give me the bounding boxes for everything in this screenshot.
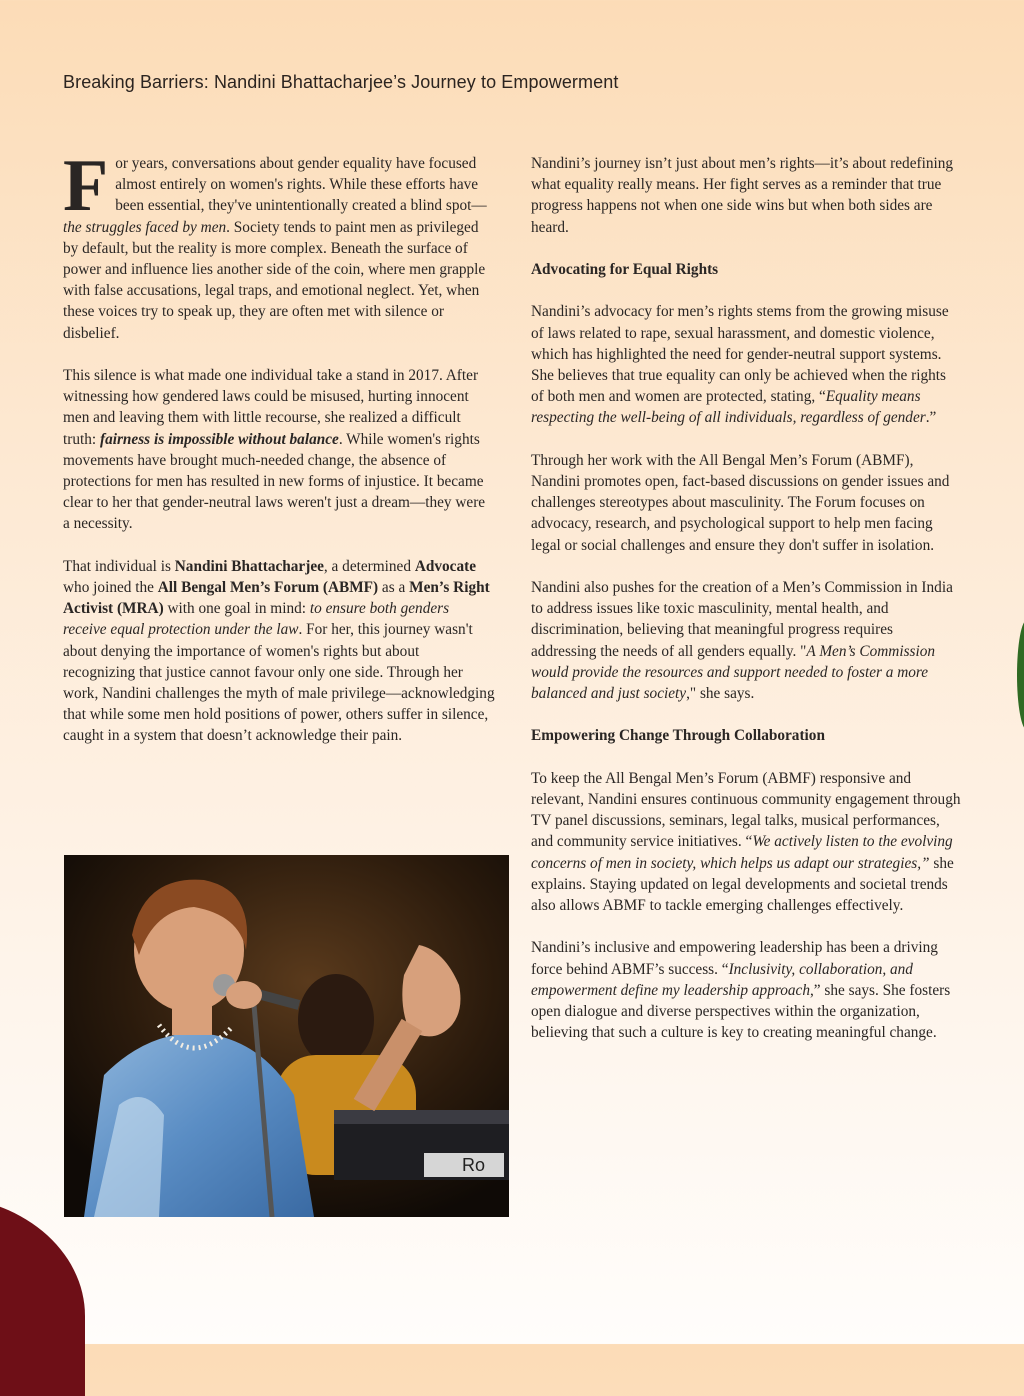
advocacy-paragraph: Nandini’s advocacy for men’s rights stems from the growing misuse of laws related to rape, sexual harassment, and domestic violence, which has highlighted the need for gender-neutral support systems. She believes that true equality can only be achieved when the rights of both men and women are protected, stating, “Equality means respecting the well-being of all individuals, regardless of gender.”	[531, 303, 949, 427]
leadership-paragraph: Nandini’s inclusive and empowering leadership has been a driving force behind ABMF’s success. “Inclusivity, collaboration, and empowerment define my leadership approach,” she says. She fosters open dialogue and diverse perspectives within the organization, believing that such a culture is key to creating meaningful change.	[531, 939, 951, 1042]
drop-cap: F	[63, 145, 109, 227]
section-heading-advocating: Advocating for Equal Rights	[531, 261, 719, 278]
commission-paragraph: Nandini also pushes for the creation of a Men’s Commission in India to address issues like toxic masculinity, mental health, and discrimination, believing that meaningful progress requires addressing the needs of all genders equally. "A Men’s Commission would provide the resources and support needed to foster a more balanced and just society," she says.	[531, 579, 953, 703]
left-column	[63, 145, 495, 768]
performance-photo	[64, 855, 509, 1217]
keyboard-brand: Ro	[462, 1155, 486, 1175]
right-column	[531, 153, 961, 1065]
journey-paragraph: Nandini’s journey isn’t just about men’s rights—it’s about redefining what equality really means. Her fight serves as a reminder that true progress happens not when one side wins but when both sides are heard.	[531, 155, 954, 236]
forum-paragraph: Through her work with the All Bengal Men’s Forum (ABMF), Nandini promotes open, fact-based discussions on gender issues and challenges stereotypes about masculinity. The Forum focuses on advocacy, research, and psychological support to help men facing legal or social challenges and ensure they don't suffer in isolation.	[531, 451, 950, 554]
engagement-paragraph: To keep the All Bengal Men’s Forum (ABMF) responsive and relevant, Nandini ensures continuous community engagement through TV panel discussions, seminars, legal talks, musical performances, and community service initiatives. “We actively listen to the evolving concerns of men in society, which helps us adapt our strategies,” she explains. Staying updated on legal developments and societal trends also allows ABMF to tackle emerging challenges effectively.	[531, 769, 961, 915]
running-title: Breaking Barriers: Nandini Bhattacharjee’s Journey to Empowerment	[63, 72, 619, 92]
section-heading-collaboration: Empowering Change Through Collaboration	[531, 727, 825, 745]
intro-paragraph: For years, conversations about gender equality have focused almost entirely on women's rights. While these efforts have been essential, they've unintentionally created a blind spot—the struggles faced by men. Society tends to paint men as privileged by default, but the reality is more complex. Beneath the surface of power and influence lies another side of the coin, where men grapple with false accusations, legal traps, and emotional neglect. Yet, when these voices try to speak up, they are often met with silence or disbelief.	[63, 145, 487, 342]
decorative-leaf	[1017, 620, 1024, 730]
silence-paragraph: This silence is what made one individual take a stand in 2017. After witnessing how gendered laws could be misused, hurting innocent men and leaving them with little recourse, she realized a difficult truth: fairness is impossible without balance. While women's rights movements have brought much-needed change, the absence of protections for men has resulted in new forms of injustice. It became clear to her that gender-neutral laws weren't just a dream—they were a necessity.	[63, 367, 486, 533]
profile-paragraph: That individual is Nandini Bhattacharjee, a determined Advocate who joined the All Bengal Men’s Forum (ABMF) as a Men’s Right Activist (MRA) with one goal in mind: to ensure both genders receive equal protection under the law. For her, this journey wasn't about denying the importance of women's rights but about recognizing that justice cannot favour only one side. Through her work, Nandini challenges the myth of male privilege—acknowledging that while some men hold positions of power, others suffer in silence, caught in a system that doesn’t acknowledge their pain.	[63, 557, 495, 745]
decorative-corner-shape	[0, 1196, 85, 1396]
